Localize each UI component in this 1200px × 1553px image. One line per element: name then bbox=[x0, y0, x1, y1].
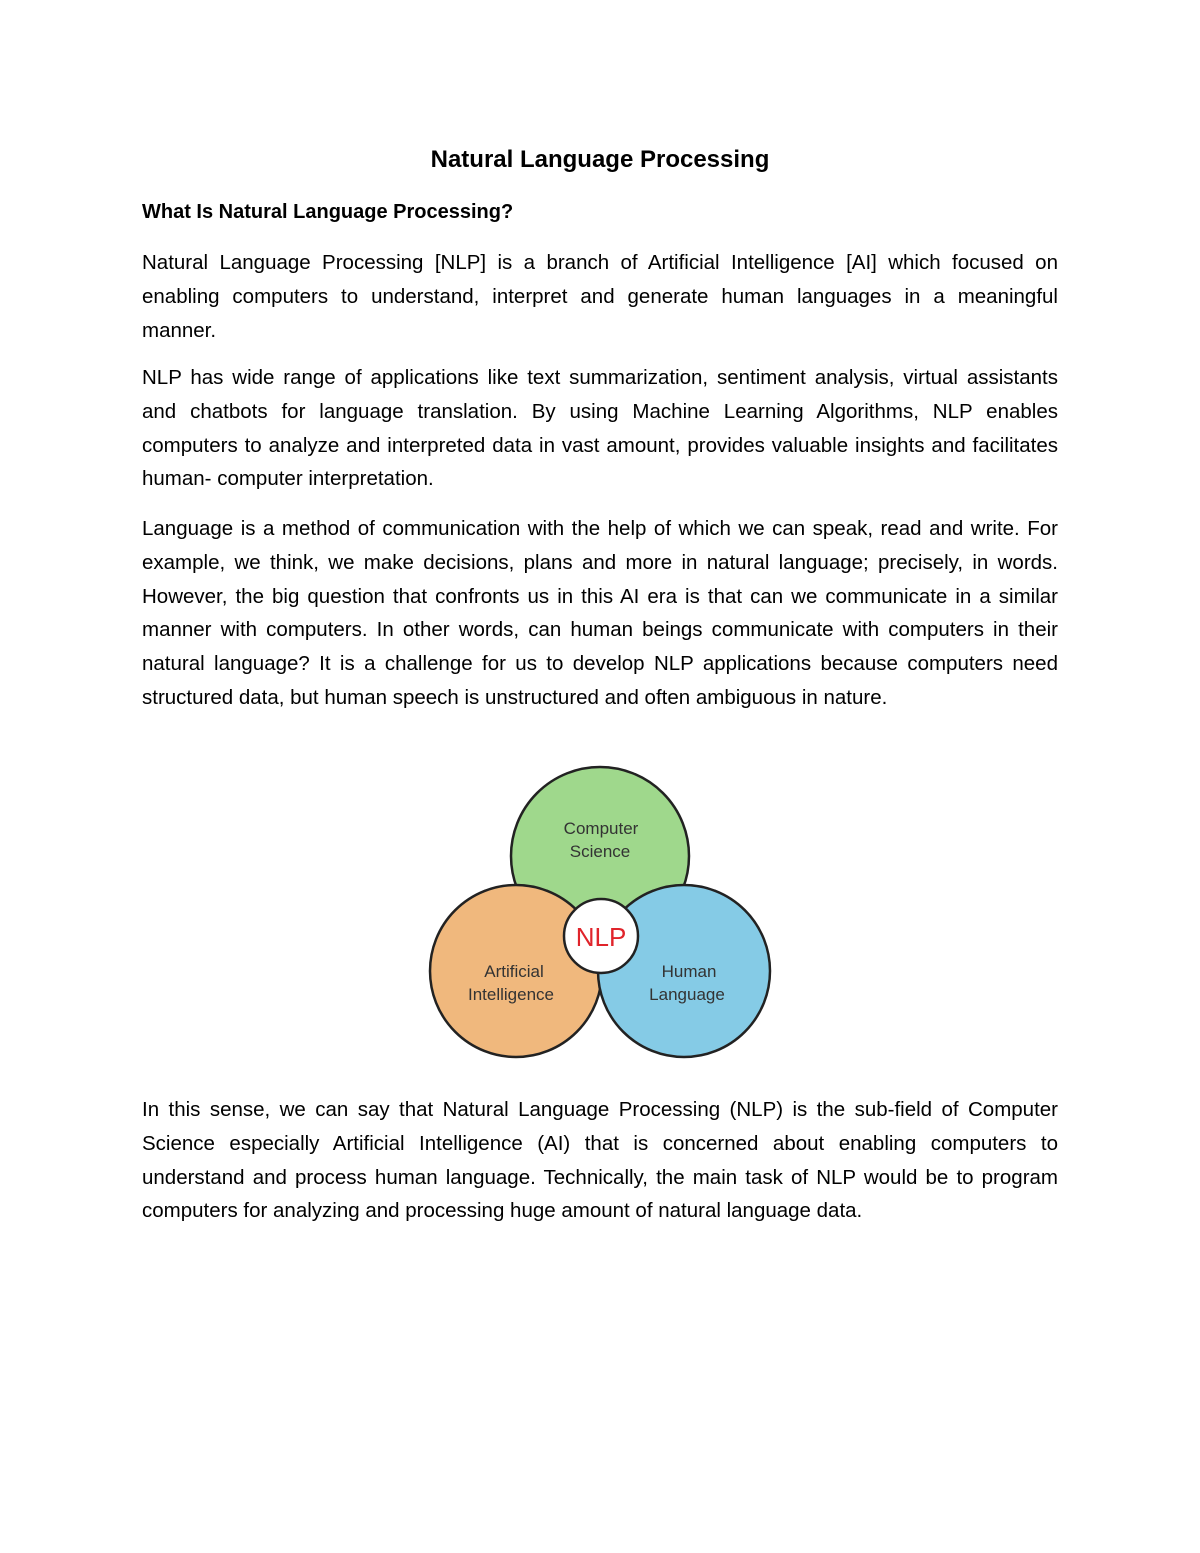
human-language-label-line2: Language bbox=[649, 985, 725, 1004]
artificial-intelligence-label-line1: Artificial bbox=[484, 962, 544, 981]
paragraph-applications: NLP has wide range of applications like text summarization, sentiment analysis, virtual assistants and chatbots for language translation. By using Machine Learning Algorithms, NLP enables computers to analyze and interpreted data in vast amount, provides valuable insights and facilitates human- computer interpretation. bbox=[142, 366, 1058, 491]
paragraph-intro: Natural Language Processing [NLP] is a branch of Artificial Intelligence [AI] which focused on enabling computers to understand, interpret and generate human languages in a meaningful manner. bbox=[142, 251, 1058, 342]
paragraph-language: Language is a method of communication with the help of which we can speak, read and write. For example, we think, we make decisions, plans and more in natural language; precisely, in words. However, the big question that confronts us in this AI era is that can we communicate in a similar manner with computers. In other words, can human beings communicate with computers in their natural language? It is a challenge for us to develop NLP applications because computers need structured data, but human speech is unstructured and often ambiguous in nature. bbox=[142, 517, 1058, 709]
computer-science-label-line1: Computer bbox=[563, 819, 639, 838]
section-heading: What Is Natural Language Processing? bbox=[142, 201, 514, 223]
nlp-venn-diagram bbox=[425, 763, 775, 1075]
page-title: Natural Language Processing bbox=[430, 146, 770, 173]
paragraph-summary: In this sense, we can say that Natural Language Processing (NLP) is the sub-field of Computer Science especially Artificial Intelligence (AI) that is concerned about enabling computers to understand and process human language. Technically, the main task of NLP would be to program computers for analyzing and processing huge amount of natural language data. bbox=[142, 1098, 1058, 1223]
nlp-center-label: NLP bbox=[575, 922, 627, 952]
computer-science-label-line2: Science bbox=[569, 842, 631, 861]
artificial-intelligence-label-line2: Intelligence bbox=[467, 985, 555, 1004]
human-language-label-line1: Human bbox=[661, 962, 717, 981]
